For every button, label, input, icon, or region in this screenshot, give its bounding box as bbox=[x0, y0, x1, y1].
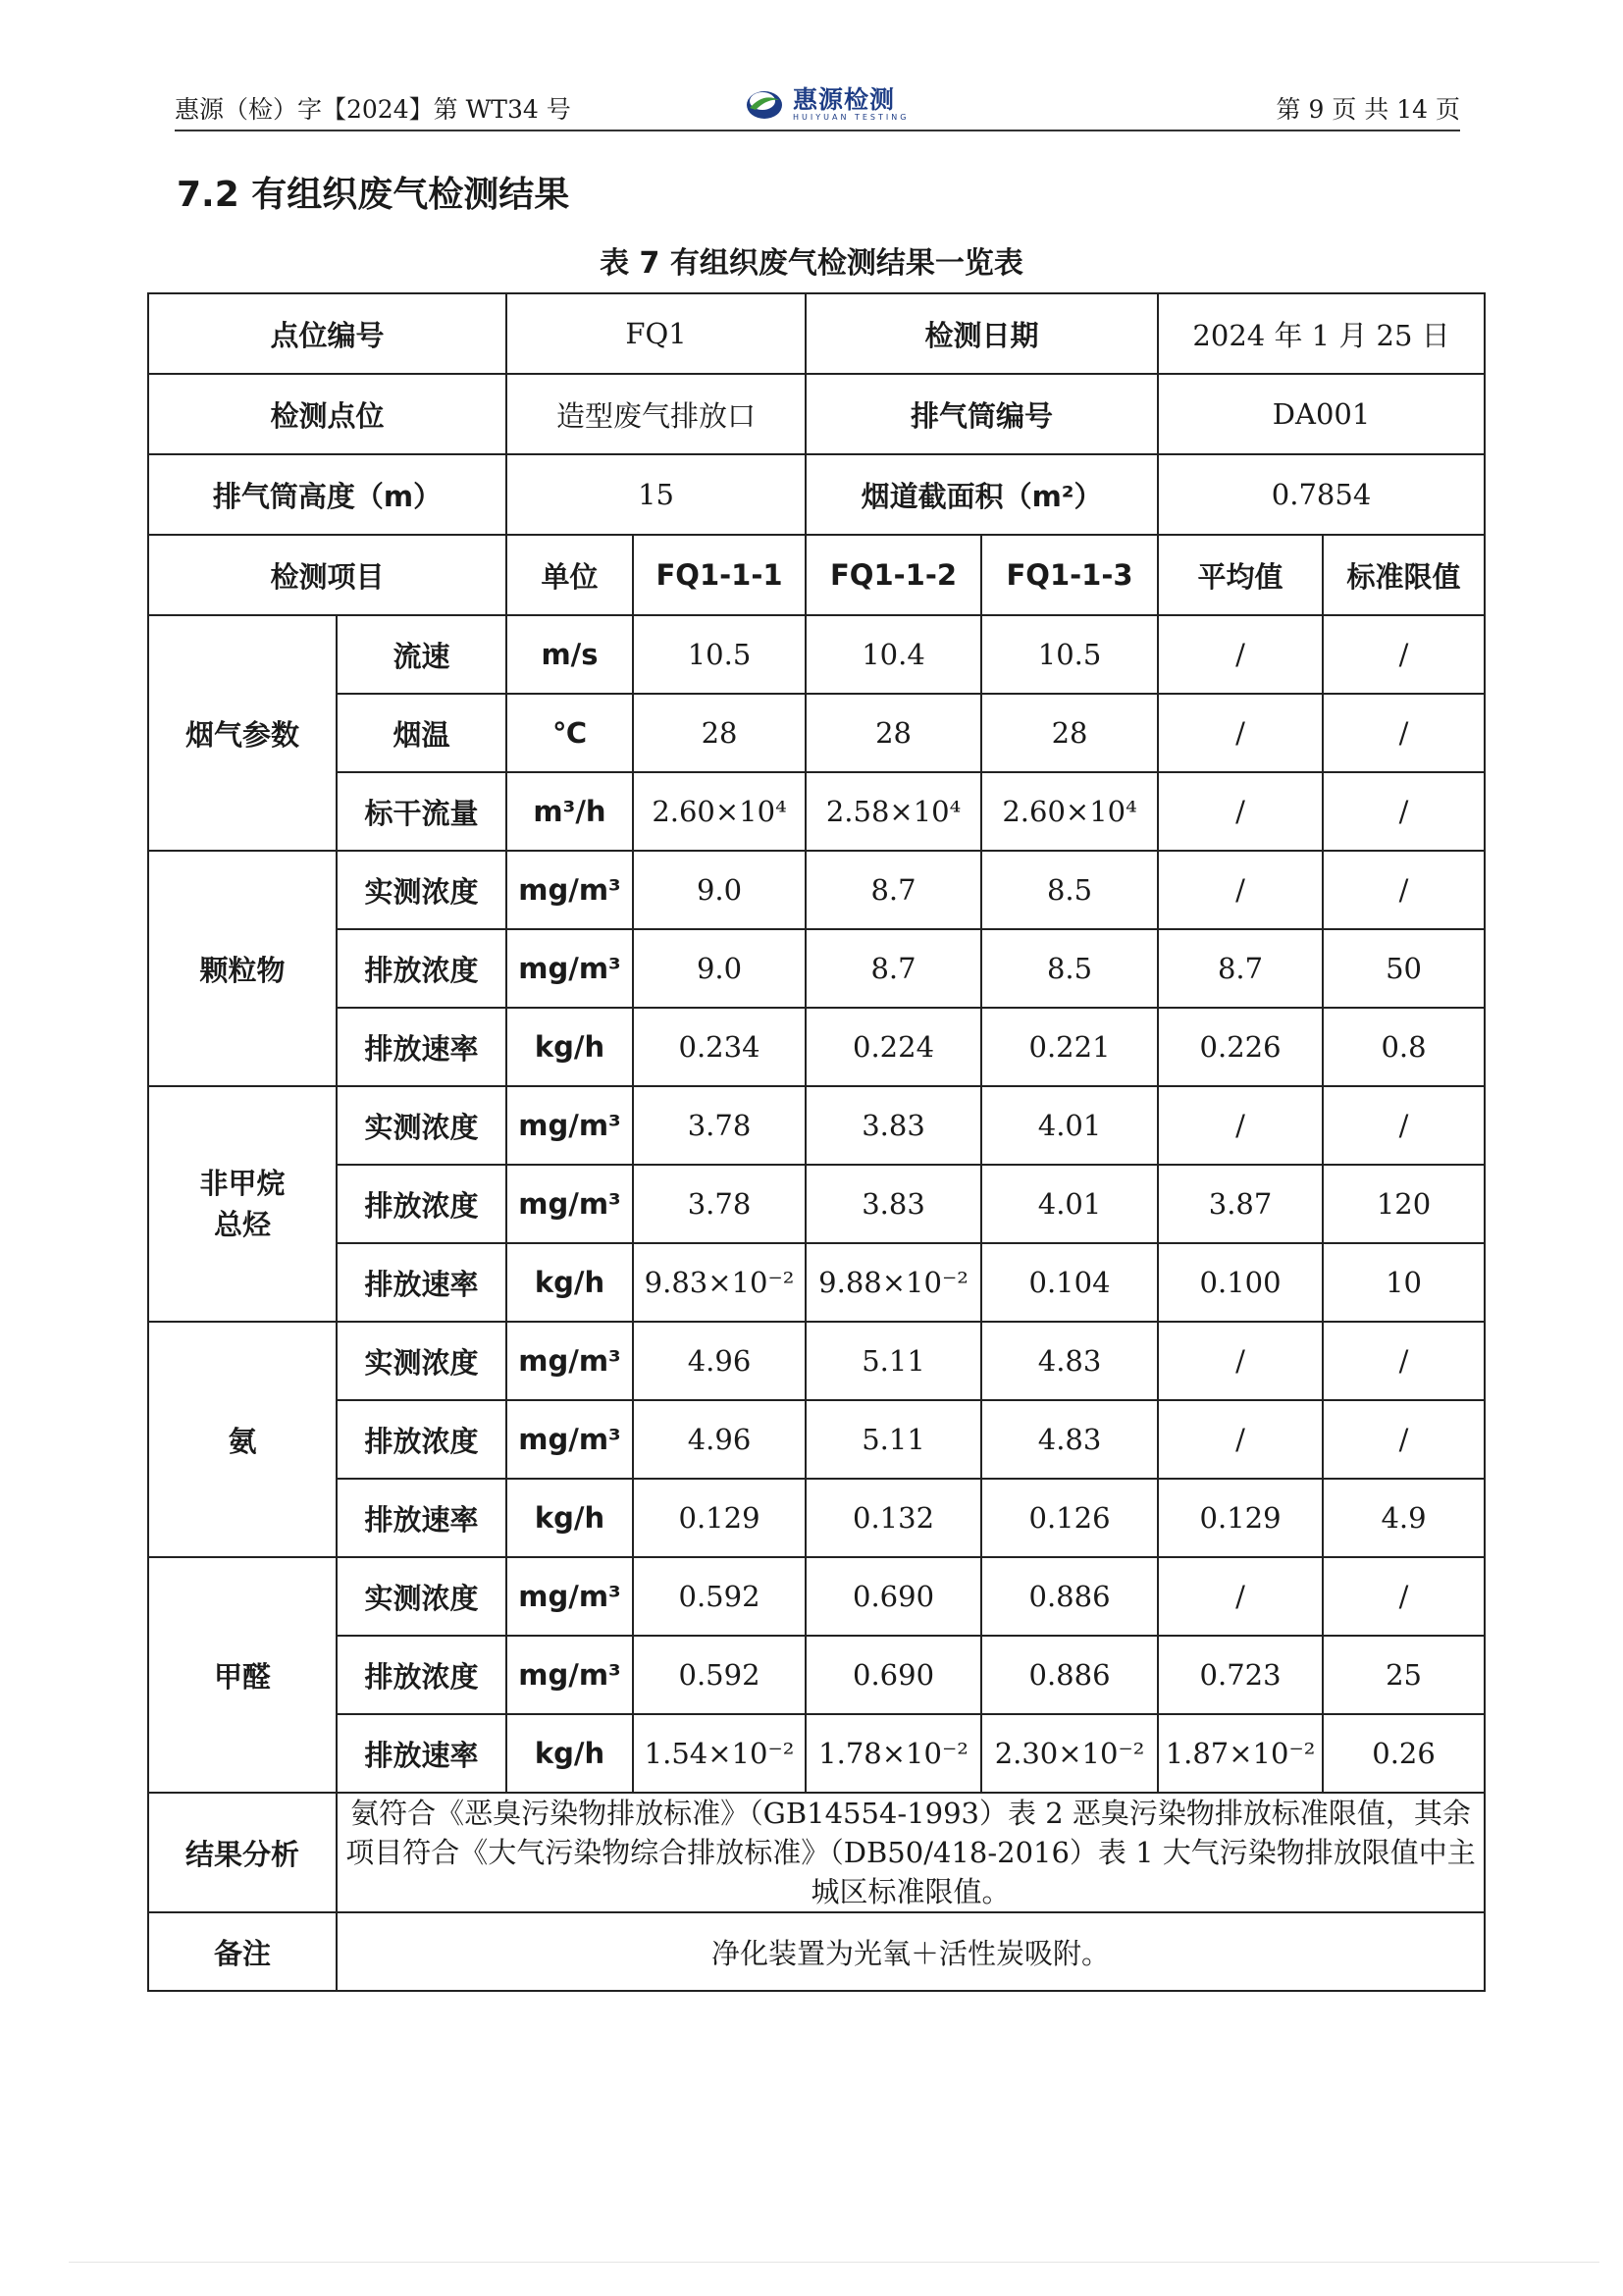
value-average: 0.226 bbox=[1158, 1008, 1323, 1086]
group-name: 氨 bbox=[148, 1322, 337, 1557]
info-row-2 bbox=[148, 374, 1485, 454]
value-sample-1: 3.78 bbox=[633, 1165, 806, 1243]
value-average: / bbox=[1158, 851, 1323, 929]
height-label: 排气筒高度（m） bbox=[148, 454, 506, 535]
value-limit: 0.8 bbox=[1323, 1008, 1485, 1086]
value-sample-2: 0.690 bbox=[806, 1557, 981, 1636]
value-average: / bbox=[1158, 694, 1323, 772]
unit-cell: m³/h bbox=[506, 772, 633, 851]
value-sample-3: 28 bbox=[981, 694, 1158, 772]
company-logo bbox=[744, 86, 909, 122]
info-row-3 bbox=[148, 454, 1485, 535]
col-average: 平均值 bbox=[1158, 535, 1323, 615]
value-sample-2: 3.83 bbox=[806, 1086, 981, 1165]
value-sample-3: 10.5 bbox=[981, 615, 1158, 694]
value-sample-2: 1.78×10⁻² bbox=[806, 1714, 981, 1793]
report-number: 惠源（检）字【2024】第 WT34 号 bbox=[175, 95, 571, 124]
value-limit: / bbox=[1323, 694, 1485, 772]
param-label: 排放速率 bbox=[337, 1479, 506, 1557]
value-sample-1: 10.5 bbox=[633, 615, 806, 694]
value-sample-2: 5.11 bbox=[806, 1400, 981, 1479]
param-label: 烟温 bbox=[337, 694, 506, 772]
value-average: 0.129 bbox=[1158, 1479, 1323, 1557]
value-limit: 120 bbox=[1323, 1165, 1485, 1243]
value-average: / bbox=[1158, 1086, 1323, 1165]
bottom-divider bbox=[69, 2262, 1599, 2263]
value-sample-3: 4.01 bbox=[981, 1165, 1158, 1243]
param-label: 排放浓度 bbox=[337, 1400, 506, 1479]
value-sample-1: 9.83×10⁻² bbox=[633, 1243, 806, 1322]
value-sample-2: 5.11 bbox=[806, 1322, 981, 1400]
value-sample-3: 4.83 bbox=[981, 1322, 1158, 1400]
value-limit: / bbox=[1323, 1557, 1485, 1636]
value-sample-3: 2.30×10⁻² bbox=[981, 1714, 1158, 1793]
value-limit: / bbox=[1323, 772, 1485, 851]
value-average: 0.723 bbox=[1158, 1636, 1323, 1714]
section-title: 7.2 有组织废气检测结果 bbox=[177, 175, 570, 215]
logo-name: 惠源检测 bbox=[793, 84, 896, 114]
value-average: 1.87×10⁻² bbox=[1158, 1714, 1323, 1793]
value-sample-2: 10.4 bbox=[806, 615, 981, 694]
value-sample-2: 0.224 bbox=[806, 1008, 981, 1086]
analysis-text: 氨符合《恶臭污染物排放标准》（GB14554-1993）表 2 恶臭污染物排放标准限值，其余项目符合《大气污染物综合排放标准》（DB50/418-2016）表 1 大气污染物排放限值中主城区标准限值。 bbox=[337, 1793, 1485, 1912]
stack-no-value: DA001 bbox=[1158, 374, 1485, 454]
param-label: 实测浓度 bbox=[337, 1322, 506, 1400]
unit-cell: mg/m³ bbox=[506, 1165, 633, 1243]
param-label: 实测浓度 bbox=[337, 1086, 506, 1165]
value-limit: 10 bbox=[1323, 1243, 1485, 1322]
value-sample-1: 4.96 bbox=[633, 1400, 806, 1479]
col-unit: 单位 bbox=[506, 535, 633, 615]
group-name bbox=[148, 1086, 337, 1322]
value-sample-3: 2.60×10⁴ bbox=[981, 772, 1158, 851]
param-label: 排放浓度 bbox=[337, 1165, 506, 1243]
value-limit: / bbox=[1323, 1322, 1485, 1400]
remark-row bbox=[148, 1912, 1485, 1991]
value-sample-2: 8.7 bbox=[806, 929, 981, 1008]
area-value: 0.7854 bbox=[1158, 454, 1485, 535]
table-row bbox=[148, 615, 1485, 694]
unit-cell: mg/m³ bbox=[506, 1636, 633, 1714]
table-row bbox=[148, 1322, 1485, 1400]
unit-cell: mg/m³ bbox=[506, 1086, 633, 1165]
value-sample-1: 4.96 bbox=[633, 1322, 806, 1400]
value-sample-1: 0.592 bbox=[633, 1557, 806, 1636]
value-average: / bbox=[1158, 1400, 1323, 1479]
info-row-1 bbox=[148, 293, 1485, 374]
value-sample-1: 1.54×10⁻² bbox=[633, 1714, 806, 1793]
param-label: 实测浓度 bbox=[337, 1557, 506, 1636]
value-sample-1: 3.78 bbox=[633, 1086, 806, 1165]
value-sample-3: 0.886 bbox=[981, 1557, 1158, 1636]
value-sample-3: 8.5 bbox=[981, 851, 1158, 929]
value-sample-1: 2.60×10⁴ bbox=[633, 772, 806, 851]
date-label: 检测日期 bbox=[806, 293, 1158, 374]
value-limit: 50 bbox=[1323, 929, 1485, 1008]
height-value: 15 bbox=[506, 454, 806, 535]
point-no-value: FQ1 bbox=[506, 293, 806, 374]
logo-subtitle: HUIYUAN TESTING bbox=[793, 112, 910, 122]
value-sample-1: 28 bbox=[633, 694, 806, 772]
remark-text: 净化装置为光氧＋活性炭吸附。 bbox=[337, 1912, 1485, 1991]
col-item: 检测项目 bbox=[148, 535, 506, 615]
col-limit: 标准限值 bbox=[1323, 535, 1485, 615]
table-row bbox=[148, 1008, 1485, 1086]
table-row bbox=[148, 1479, 1485, 1557]
unit-cell: mg/m³ bbox=[506, 851, 633, 929]
value-limit: / bbox=[1323, 615, 1485, 694]
value-sample-1: 9.0 bbox=[633, 929, 806, 1008]
col-sample-2: FQ1-1-2 bbox=[806, 535, 981, 615]
value-sample-3: 0.886 bbox=[981, 1636, 1158, 1714]
value-sample-3: 4.83 bbox=[981, 1400, 1158, 1479]
group-name: 颗粒物 bbox=[148, 851, 337, 1086]
param-label: 排放速率 bbox=[337, 1008, 506, 1086]
value-sample-1: 0.129 bbox=[633, 1479, 806, 1557]
value-sample-3: 4.01 bbox=[981, 1086, 1158, 1165]
table-row bbox=[148, 1165, 1485, 1243]
table-row bbox=[148, 1714, 1485, 1793]
table-row bbox=[148, 772, 1485, 851]
value-limit: / bbox=[1323, 851, 1485, 929]
value-limit: 0.26 bbox=[1323, 1714, 1485, 1793]
location-value: 造型废气排放口 bbox=[506, 374, 806, 454]
table-row bbox=[148, 1243, 1485, 1322]
value-limit: 4.9 bbox=[1323, 1479, 1485, 1557]
page-header bbox=[175, 86, 1460, 131]
value-sample-2: 0.132 bbox=[806, 1479, 981, 1557]
value-limit: / bbox=[1323, 1086, 1485, 1165]
param-label: 排放浓度 bbox=[337, 1636, 506, 1714]
value-sample-3: 0.221 bbox=[981, 1008, 1158, 1086]
stack-no-label: 排气筒编号 bbox=[806, 374, 1158, 454]
value-sample-2: 9.88×10⁻² bbox=[806, 1243, 981, 1322]
value-sample-2: 3.83 bbox=[806, 1165, 981, 1243]
value-sample-3: 8.5 bbox=[981, 929, 1158, 1008]
value-average: / bbox=[1158, 772, 1323, 851]
table-row bbox=[148, 1557, 1485, 1636]
table-row bbox=[148, 851, 1485, 929]
logo-swirl-icon bbox=[744, 86, 785, 122]
param-label: 排放速率 bbox=[337, 1243, 506, 1322]
value-sample-2: 0.690 bbox=[806, 1636, 981, 1714]
group-name-line: 非甲烷 bbox=[199, 1167, 286, 1200]
value-sample-1: 0.234 bbox=[633, 1008, 806, 1086]
unit-cell: kg/h bbox=[506, 1479, 633, 1557]
location-label: 检测点位 bbox=[148, 374, 506, 454]
results-table bbox=[147, 292, 1486, 1992]
date-value: 2024 年 1 月 25 日 bbox=[1158, 293, 1485, 374]
value-sample-2: 28 bbox=[806, 694, 981, 772]
value-limit: / bbox=[1323, 1400, 1485, 1479]
value-sample-2: 2.58×10⁴ bbox=[806, 772, 981, 851]
value-sample-2: 8.7 bbox=[806, 851, 981, 929]
unit-cell: mg/m³ bbox=[506, 1322, 633, 1400]
table-caption: 表 7 有组织废气检测结果一览表 bbox=[600, 246, 1023, 281]
unit-cell: kg/h bbox=[506, 1008, 633, 1086]
value-sample-3: 0.126 bbox=[981, 1479, 1158, 1557]
value-sample-3: 0.104 bbox=[981, 1243, 1158, 1322]
point-no-label: 点位编号 bbox=[148, 293, 506, 374]
value-average: 8.7 bbox=[1158, 929, 1323, 1008]
param-label: 标干流量 bbox=[337, 772, 506, 851]
unit-cell: kg/h bbox=[506, 1243, 633, 1322]
unit-cell: mg/m³ bbox=[506, 1557, 633, 1636]
table-row bbox=[148, 1400, 1485, 1479]
table-row bbox=[148, 929, 1485, 1008]
unit-cell: ℃ bbox=[506, 694, 633, 772]
unit-cell: m/s bbox=[506, 615, 633, 694]
value-average: / bbox=[1158, 615, 1323, 694]
table-row bbox=[148, 1086, 1485, 1165]
value-average: / bbox=[1158, 1557, 1323, 1636]
remark-label: 备注 bbox=[148, 1912, 337, 1991]
col-sample-3: FQ1-1-3 bbox=[981, 535, 1158, 615]
param-label: 实测浓度 bbox=[337, 851, 506, 929]
page-info: 第 9 页 共 14 页 bbox=[1276, 95, 1460, 124]
analysis-label: 结果分析 bbox=[148, 1793, 337, 1912]
param-label: 排放速率 bbox=[337, 1714, 506, 1793]
value-average: 3.87 bbox=[1158, 1165, 1323, 1243]
unit-cell: mg/m³ bbox=[506, 1400, 633, 1479]
group-name: 烟气参数 bbox=[148, 615, 337, 851]
value-sample-1: 9.0 bbox=[633, 851, 806, 929]
value-limit: 25 bbox=[1323, 1636, 1485, 1714]
analysis-row bbox=[148, 1793, 1485, 1912]
unit-cell: mg/m³ bbox=[506, 929, 633, 1008]
table-row bbox=[148, 694, 1485, 772]
column-header-row bbox=[148, 535, 1485, 615]
group-name-line: 总烃 bbox=[213, 1208, 271, 1241]
value-average: 0.100 bbox=[1158, 1243, 1323, 1322]
group-name: 甲醛 bbox=[148, 1557, 337, 1793]
unit-cell: kg/h bbox=[506, 1714, 633, 1793]
value-average: / bbox=[1158, 1322, 1323, 1400]
area-label: 烟道截面积（m²） bbox=[806, 454, 1158, 535]
param-label: 排放浓度 bbox=[337, 929, 506, 1008]
param-label: 流速 bbox=[337, 615, 506, 694]
col-sample-1: FQ1-1-1 bbox=[633, 535, 806, 615]
value-sample-1: 0.592 bbox=[633, 1636, 806, 1714]
table-row bbox=[148, 1636, 1485, 1714]
